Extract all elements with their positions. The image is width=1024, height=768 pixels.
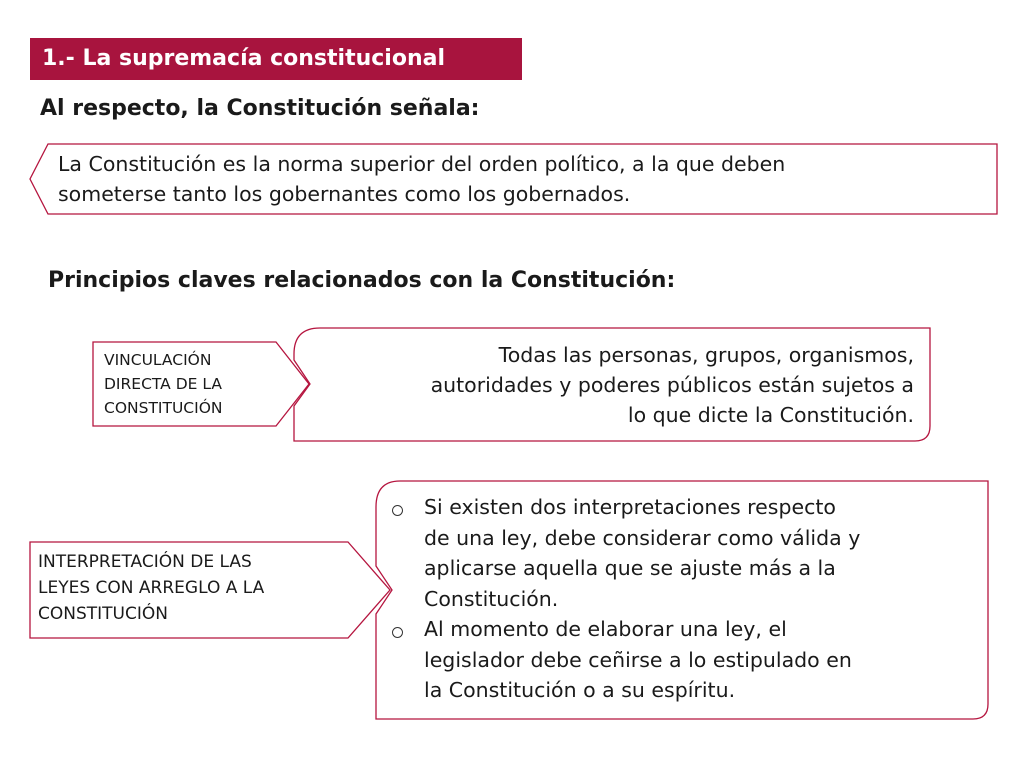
list-item [392, 492, 977, 614]
heading-key-principles: Principios claves relacionados con la Constitución: [48, 268, 676, 293]
bullet-line: la Constitución o a su espíritu. [424, 678, 736, 702]
bullet-line: de una ley, debe considerar como válida y [424, 525, 861, 550]
principle1-label-line: CONSTITUCIÓN [104, 399, 223, 417]
circle-bullet-icon [392, 627, 403, 638]
principle2-label [38, 549, 368, 627]
principle1-label-line: VINCULACIÓN [104, 351, 212, 369]
bullet-line: aplicarse aquella que se ajuste más a la [424, 556, 836, 580]
slide-title: 1.- La supremacía constitucional [30, 38, 522, 80]
bullet-line: legislador debe ceñirse a lo estipulado en [424, 647, 852, 672]
circle-bullet-icon [392, 505, 403, 516]
bullet-line: Si existen dos interpretaciones respecto [424, 495, 836, 519]
list-item [392, 614, 977, 706]
principle2-label-line: LEYES CON ARREGLO A LA [38, 578, 265, 598]
principle2-label-line: INTERPRETACIÓN DE LAS [38, 552, 252, 572]
principle1-label-line: DIRECTA DE LA [104, 375, 222, 393]
principle2-bullet-list [392, 492, 977, 706]
bullet-line: Constitución. [424, 586, 559, 611]
principle1-text-line: autoridades y poderes públicos están sujetos a [430, 373, 914, 397]
principle1-text [300, 340, 914, 430]
principle1-text-line: Todas las personas, grupos, organismos, [498, 343, 914, 367]
principle1-label [104, 348, 284, 420]
principle2-label-line: CONSTITUCIÓN [38, 604, 168, 624]
principle1-text-line: lo que dicte la Constitución. [627, 403, 914, 427]
quote-line: someterse tanto los gobernantes como los gobernados. [58, 182, 631, 206]
bullet-line: Al momento de elaborar una ley, el [424, 617, 787, 641]
heading-constitution-says: Al respecto, la Constitución señala: [40, 96, 480, 121]
quote-text [58, 149, 988, 209]
quote-line: La Constitución es la norma superior del orden político, a la que deben [58, 152, 786, 176]
